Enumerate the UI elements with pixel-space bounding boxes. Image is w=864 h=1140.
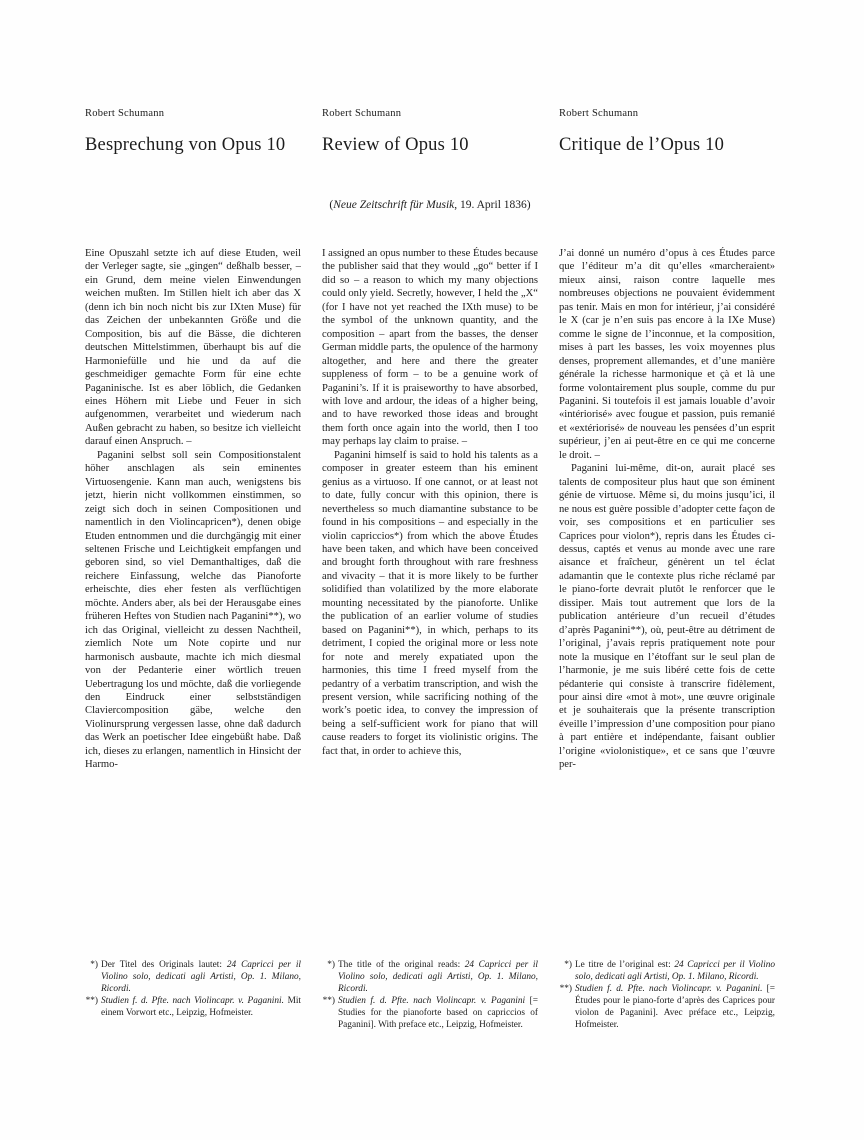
italic-text: 24 Capricci per il Violino solo, dedicati agli Artisti, Op. 1. Milano, Ricordi.	[101, 960, 301, 994]
italic-text: Neue Zeitschrift für Musik	[333, 199, 455, 211]
footnote	[85, 995, 301, 1019]
footnote	[85, 959, 301, 995]
title-english: Review of Opus 10	[322, 135, 469, 155]
footnote	[322, 995, 538, 1031]
footnotes-french	[559, 959, 775, 1031]
source-citation	[85, 198, 775, 212]
italic-text: Studien f. d. Pfte. nach Violincapr. v. Paganini.	[101, 996, 284, 1006]
paragraph: Paganini himself is said to hold his talents as a composer in greater esteem than his eminent genius as a virtuoso. If one cannot, or at least not to date, fully concur with this opinion, there is nevertheless so much diamantine substance to be found in his compositions – and especially in the violin capriccios*) from which the above Études have been taken, and which have been conceived and brought forth throughout with rare freshness and vivacity – that it is more likely to be further solidified than volatilized by the more elaborate mounting necessitated by the pianoforte. Unlike the publication of an earlier volume of studies based on Paganini**), in which, perhaps to its detriment, I copied the original more or less note for note and merely expatiated upon the harmonies, this time I freed myself from the pedantry of a verbatim transcription, and wish the present version, while sacrificing nothing of the work’s poetic idea, to convey the impression of being a self-sufficient work for piano that will cause readers to forget its violinistic origins. The fact that, in order to achieve this,	[322, 449, 538, 757]
paragraph: I assigned an opus number to these Études because the publisher said that they would „go“ better if I did so – a reason to which my many objections could only yield. Secretly, however, I held the „X“ (for I have not yet reached the IXth muse) to be the symbol of the unknown quantity, and the composition – apart from the basses, the denser German middle parts, the opulence of the harmony altogether, and here and there the greater suppleness of form – to be a genuine work of Paganini’s. If it is praiseworthy to have absorbed, with love and ardour, the ideas of a higher being, and to have reworked those ideas and brought them forth once again into the world, then I too may perhaps lay claim to praise. –	[322, 248, 538, 448]
footnote	[322, 959, 538, 995]
text-run: Mit einem Vorwort etc., Leipzig, Hofmeister.	[101, 996, 301, 1018]
text-run: Der Titel des Originals lautet:	[101, 960, 227, 970]
body-text-french	[559, 247, 775, 959]
paragraph: Paganini selbst soll sein Compositionstalent höher anschlagen als sein eminentes Virtuosengenie. Kann man auch, wenigstens bis jetzt, hierin nicht vollkommen einstimmen, so zeigt sich doch in seinen Compositionen und namentlich in den Violincapricen*), denen obige Etuden entnommen und die durchgängig mit einer seltenen Frische und Leichtigkeit empfangen und geboren sind, so viel Demanthaltiges, daß die reichere Einfassung, welche das Pianoforte erheischte, dies eher festen als verflüchtigen möchte. Anders aber, als bei der Herausgabe eines früheren Heftes von Studien nach Paganini**), wo ich das Original, vielleicht zu dessen Nachtheil, ziemlich Note um Note copirte und nur harmonisch ausbaute, machte ich mich diesmal von der Pedanterie einer wörtlich treuen Uebertragung los und möchte, daß die vorliegende den Eindruck einer selbstständigen Claviercomposition gäbe, welche den Violinursprung vergessen lasse, ohne daß dadurch das Werk an poetischer Idee eingebüßt habe. Daß ich, dieses zu erlangen, namentlich in Hinsicht der Harmo-	[85, 449, 301, 771]
italic-text: 24 Capricci per il Violino solo, dedicati agli Artisti, Op. 1. Milano, Ricordi.	[338, 960, 538, 994]
footnote-marker: **)	[559, 984, 572, 994]
footnote-text	[101, 959, 301, 995]
column-header-german	[85, 107, 301, 156]
italic-text: Studien f. d. Pfte. nach Violincapr. v. Paganini	[338, 996, 526, 1006]
text-columns	[85, 247, 775, 1031]
footnote	[559, 959, 775, 983]
footnote-text	[575, 983, 775, 1031]
text-run: [= Studies for the pianoforte based on capriccios of Paganini]. With preface etc., Leipzig, Hofmeister.	[338, 996, 539, 1030]
text-run: (	[329, 199, 334, 211]
column-header-english	[322, 107, 538, 156]
author-name: Robert Schumann	[322, 108, 402, 119]
column-header-french	[559, 107, 775, 156]
text-run: Le titre de l’original est:	[575, 960, 675, 970]
text-run: The title of the original reads:	[338, 960, 465, 970]
body-text-english	[322, 247, 538, 959]
column-english	[322, 247, 538, 1031]
footnote-marker: **)	[85, 996, 98, 1006]
column-french	[559, 247, 775, 1031]
author-name: Robert Schumann	[85, 108, 165, 119]
footnotes-german	[85, 959, 301, 1019]
footnote-text	[338, 959, 538, 995]
footnotes-english	[322, 959, 538, 1031]
footnote-marker: *)	[564, 960, 572, 970]
footnote	[559, 983, 775, 1031]
italic-text: Studien f. d. Pfte. nach Violincapr. v. Paganini.	[575, 984, 763, 994]
footnote-text	[101, 995, 301, 1019]
footnote-marker: **)	[322, 996, 335, 1006]
column-headers	[85, 107, 775, 156]
author-name: Robert Schumann	[559, 108, 639, 119]
column-german	[85, 247, 301, 1031]
footnote-text	[575, 959, 775, 983]
paragraph: Eine Opuszahl setzte ich auf diese Etuden, weil der Verleger sagte, sie „gingen“ deßhalb besser, – ein Grund, dem meine vielen Einwendungen weichen mußten. Im Stillen hielt ich aber das X (denn ich bin noch nicht bis zur IXten Muse) für das Zeichen der unbekannten Größe und die Composition, bis auf die Bässe, die dichteren deutschen Mittelstimmen, überhaupt bis auf die Harmoniefülle und hie und da auf die geschmeidiger gemachte Form für eine echte Paganinische. Ist es aber löblich, die Gedanken eines Höhern mit Liebe und Feuer in sich aufgenommen, verarbeitet und wiederum nach Außen gebracht zu haben, so besitze ich vielleicht darauf einen Anspruch. –	[85, 248, 301, 448]
paragraph: Paganini lui-même, dit-on, aurait placé ses talents de compositeur plus haut que son éminent génie de virtuose. Même si, du moins jusqu’ici, il ne nous est guère possible d’adopter cette façon de voir, ses compositions et en particulier ses Caprices pour violon*), repris dans les Études ci-dessus, captés et venus au monde avec une rare aisance et fraîcheur, génèrent un tel éclat adamantin que le contexte plus riche réclamé par le piano-forte devrait plutôt le renforcer que le dissiper. Mais tout autrement que lors de la publication antérieure d’un recueil d’études d’après Paganini**), où, peut-être au détriment de l’original, j’avais repris pratiquement note pour note la musique en l’étoffant sur le seul plan de l’harmonie, je me suis libéré cette fois de cette pédanterie qui consiste à transcrire fidèlement, pour ainsi dire «mot à mot», une œuvre originale et je souhaiterais que la présente transcription éveille l’impression d’une composition pour piano à part entière et indépendante, faisant oublier l’origine «violonistique», et ce sans que l’œuvre per-	[559, 463, 775, 771]
footnote-marker: *)	[327, 960, 335, 970]
text-run: [= Études pour le piano-forte d’après des Caprices pour violon de Paganini]. Avec préface etc., Leipzig, Hofmeister.	[575, 984, 775, 1030]
text-run: , 19. April 1836)	[454, 199, 531, 211]
title-german: Besprechung von Opus 10	[85, 135, 286, 155]
italic-text: 24 Capricci per il Violino solo, dedicati agli Artisti, Op. 1. Milano, Ricordi.	[575, 960, 775, 982]
paragraph: J’ai donné un numéro d’opus à ces Études parce que l’éditeur m’a dit qu’elles «marcheraient» mieux ainsi, raison contre laquelle mes nombreuses objections ne pouvaient évidemment pas tenir. Mais en mon for intérieur, j’ai considéré le X (car je n’en suis pas encore à la IXe Muse) comme le signe de l’inconnue, et la composition, mises à part les basses, les voix moyennes plus denses, proprement allemandes, et d’une manière générale la richesse harmonique et çà et là une forme volontairement plus souple, comme du pur Paganini. Si toutefois il est jamais louable d’avoir «intériorisé» avec fougue et passion, puis remanié et «extériorisé» de nouveau les pensées d’un esprit supérieur, j’en ai peut-être en ce qui me concerne le droit. –	[559, 248, 775, 461]
body-text-german	[85, 247, 301, 959]
title-french: Critique de l’Opus 10	[559, 135, 725, 155]
footnote-marker: *)	[90, 960, 98, 970]
footnote-text	[338, 995, 538, 1031]
